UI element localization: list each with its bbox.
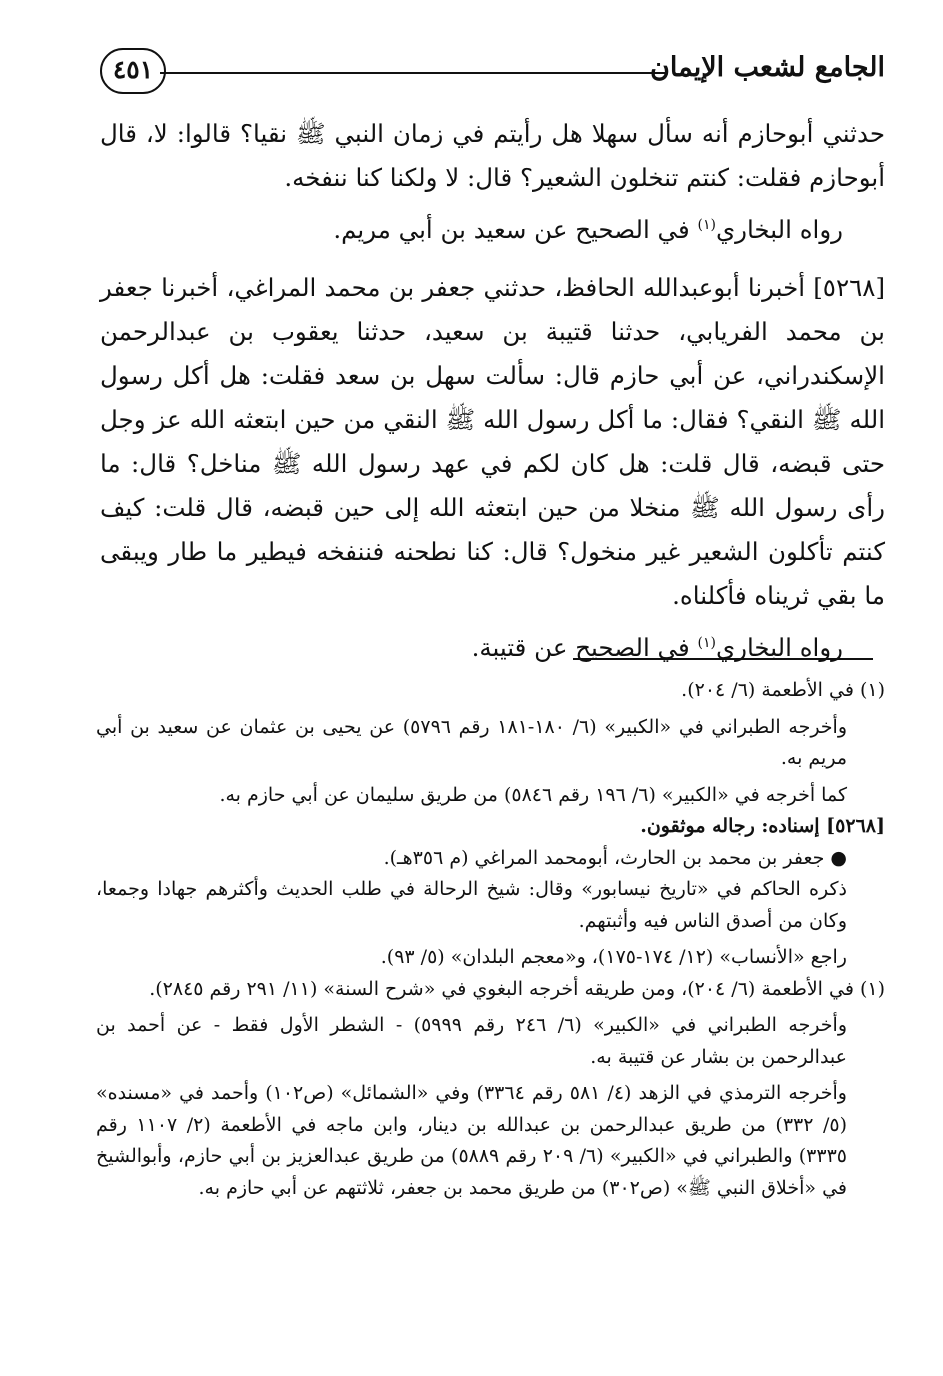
footnote: (١) في الأطعمة (٦/ ٢٠٤).	[681, 679, 885, 701]
hadith-5268: [٥٢٦٨] أخبرنا أبوعبدالله الحافظ، حدثني جعفر بن محمد المراغي، أخبرنا جعفر بن محمد الفريابي، حدثنا قتيبة بن سعيد، حدثنا يعقوب بن عبدالرحمن الإسكندراني، عن أبي حازم قال: سألت سهل بن سعد فقلت: هل أكل رسول الله ﷺ النقي؟ فقال: ما أكل رسول الله ﷺ النقي من حين ابتعثه الله عز وجل حتى قبضه، قال قلت: هل كان لكم في عهد رسول الله ﷺ مناخل؟ قال: ما رأى رسول الله ﷺ منخلا من حين ابتعثه الله إلى حين قبضه، قال قلت: كيف كنتم تأكلون الشعير غير منخول؟ قال: كنا نطحنه فننفخه فيطير ما طار ويبقى ما بقي ثريناه فأكلناه.	[100, 273, 885, 610]
attribution-text: في الصحيح عن قتيبة.	[471, 633, 698, 662]
hadith-continuation: حدثني أبوحازم أنه سأل سهلا هل رأيتم في زمان النبي ﷺ نقيا؟ قالوا: لا، قال أبوحازم فقلت: كنتم تنخلون الشعير؟ قال: لا ولكنا كنا ننفخه.	[100, 119, 885, 192]
footnote: ● جعفر بن محمد بن الحارث، أبومحمد المراغي (م ٣٥٦هـ).	[383, 846, 847, 869]
footnote: وأخرجه الترمذي في الزهد (٤/ ٥٨١ رقم ٣٣٦٤) وفي «الشمائل» (ص١٠٢) وأحمد في «مسنده» (٥/ ٣٣٢) من طريق عبدالرحمن بن عبدالله بن دينار، وابن ماجه في الأطعمة (٢/ ١١٠٧ رقم ٣٣٣٥) والطبراني في «الكبير» (٦/ ٢٠٩ رقم ٥٨٨٩) من طريق عبدالعزيز بن أبي حازم، وأبوالشيخ في «أخلاق النبي ﷺ» (ص٣٠٢) من طريق محمد بن جعفر، ثلاثتهم عن أبي حازم به.	[96, 1082, 847, 1199]
footnote-separator	[573, 658, 873, 660]
bukhari-attribution-1	[100, 208, 885, 252]
main-text	[100, 112, 885, 670]
footnote: وأخرجه الطبراني في «الكبير» (٦/ ٢٤٦ رقم ٥٩٩٩) - الشطر الأول فقط - عن أحمد بن عبدالرحمن بن بشار عن قتيبة به.	[96, 1014, 847, 1068]
footnote: كما أخرجه في «الكبير» (٦/ ١٩٦ رقم ٥٨٤٦) من طريق سليمان عن أبي حازم به.	[219, 783, 847, 806]
attribution-text: رواه البخاري	[715, 215, 843, 244]
footnote-heading: [٥٢٦٨] إسناده: رجاله موثقون.	[640, 815, 885, 837]
page-number: ٤٥١	[100, 48, 166, 94]
attribution-text: في الصحيح عن سعيد بن أبي مريم.	[333, 215, 698, 244]
footnotes	[96, 675, 885, 1204]
footnote-ref: (١)	[697, 216, 716, 233]
footnote: راجع «الأنساب» (١٢/ ١٧٤-١٧٥)، و«معجم البلدان» (٥/ ٩٣).	[380, 946, 847, 968]
bukhari-attribution-2	[100, 626, 885, 670]
running-title: الجامع لشعب الإيمان	[650, 52, 885, 83]
footnote: وأخرجه الطبراني في «الكبير» (٦/ ١٨٠-١٨١ رقم ٥٧٩٦) عن يحيى بن عثمان عن سعيد بن أبي مريم به.	[96, 715, 848, 769]
header-rule	[160, 72, 668, 74]
footnote: ذكره الحاكم في «تاريخ نيسابور» وقال: شيخ الرحالة في طلب الحديث وأكثرهم جهادا وجمعا، وكان من أصدق الناس فيه وأثبتهم.	[96, 878, 847, 932]
footnote-ref: (١)	[697, 634, 716, 651]
footnote: (١) في الأطعمة (٦/ ٢٠٤)، ومن طريقه أخرجه البغوي في «شرح السنة» (١١/ ٢٩١ رقم ٢٨٤٥).	[149, 977, 885, 1000]
attribution-text: رواه البخاري	[715, 633, 843, 662]
